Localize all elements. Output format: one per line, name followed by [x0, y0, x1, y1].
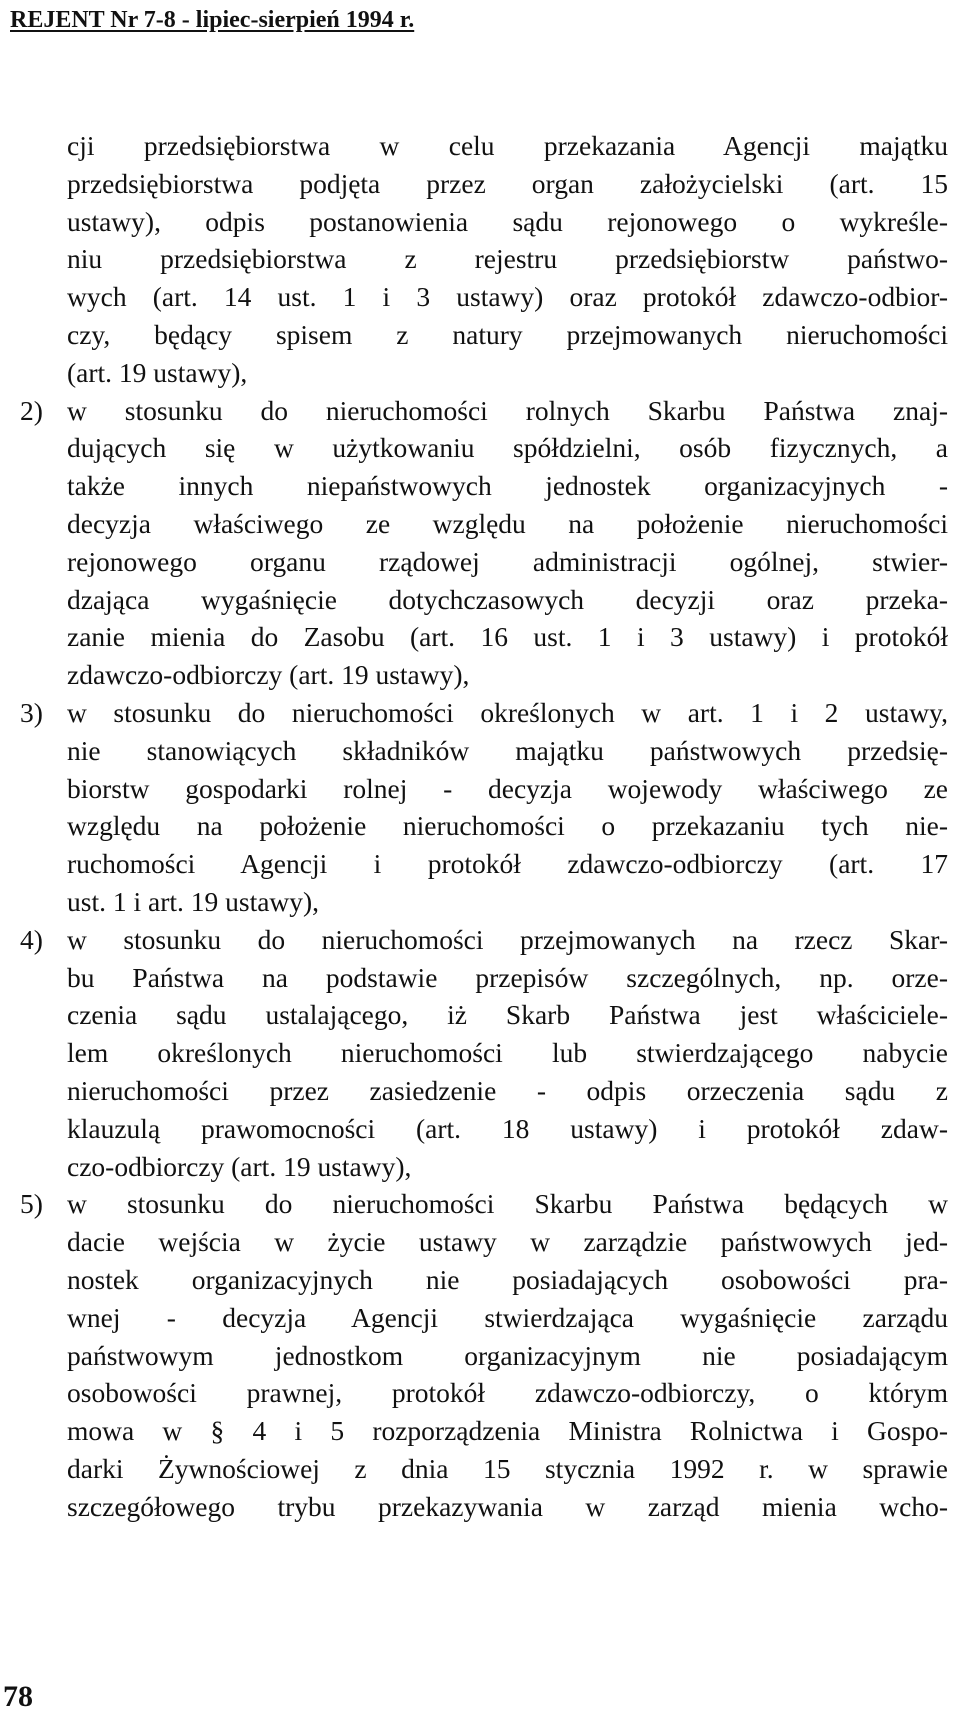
text-line: zanie mienia do Zasobu (art. 16 ust. 1 i 3 ustawy) i protokół [67, 621, 948, 653]
text-line: klauzulą prawomocności (art. 18 ustawy) i protokół zdaw- [67, 1112, 948, 1144]
list-item-line [20, 807, 948, 845]
list-item-number: 3) [20, 696, 43, 728]
continuation-line [20, 165, 948, 203]
continuation-line [20, 278, 948, 316]
list-item-line [20, 467, 948, 505]
list-item-line [20, 1374, 948, 1412]
list-item-number: 2) [20, 394, 43, 426]
list-item-line [20, 921, 948, 959]
text-line: czo-odbiorczy (art. 19 ustawy), [67, 1150, 412, 1182]
list-item-line [20, 694, 948, 732]
text-line: mowa w § 4 i 5 rozporządzenia Ministra Rolnictwa i Gospo- [67, 1415, 948, 1447]
text-line: w stosunku do nieruchomości rolnych Skarbu Państwa znaj- [67, 394, 948, 426]
continuation-line [20, 240, 948, 278]
text-line: nie stanowiących składników majątku państwowych przedsię- [67, 734, 948, 766]
list-item-line [20, 1450, 948, 1488]
list-item-line [20, 1488, 948, 1526]
text-line: w stosunku do nieruchomości Skarbu Państwa będących w [67, 1188, 948, 1220]
body-text [20, 127, 948, 1525]
text-line: wych (art. 14 ust. 1 i 3 ustawy) oraz protokół zdawczo-odbior- [67, 281, 948, 313]
text-line: także innych niepaństwowych jednostek organizacyjnych - [67, 470, 948, 502]
list-item-number: 5) [20, 1188, 43, 1220]
list-item-line [20, 1261, 948, 1299]
text-line: nieruchomości przez zasiedzenie - odpis orzeczenia sądu z [67, 1074, 948, 1106]
list-item-line [20, 1185, 948, 1223]
list-item-line [20, 392, 948, 430]
list-item-number: 4) [20, 923, 43, 955]
text-line: nostek organizacyjnych nie posiadających osobowości pra- [67, 1263, 948, 1295]
text-line: rejonowego organu rządowej administracji ogólnej, stwier- [67, 545, 948, 577]
list-item-line [20, 1337, 948, 1375]
text-line: względu na położenie nieruchomości o przekazaniu tych nie- [67, 810, 948, 842]
continuation-line [20, 127, 948, 165]
text-line: lem określonych nieruchomości lub stwierdzającego nabycie [67, 1037, 948, 1069]
list-item-line [20, 883, 948, 921]
text-line: szczegółowego trybu przekazywania w zarząd mienia wcho- [67, 1490, 948, 1522]
list-item-line [20, 429, 948, 467]
text-line: decyzja właściwego ze względu na położenie nieruchomości [67, 507, 948, 539]
text-line: cji przedsiębiorstwa w celu przekazania Agencji majątku [67, 130, 948, 161]
text-line: niu przedsiębiorstwa z rejestru przedsiębiorstw państwo- [67, 243, 948, 275]
text-line: przedsiębiorstwa podjęta przez organ założycielski (art. 15 [67, 167, 948, 199]
text-line: bu Państwa na podstawie przepisów szczególnych, np. orze- [67, 961, 948, 993]
text-line: zdawczo-odbiorczy (art. 19 ustawy), [67, 659, 470, 691]
list-item-line [20, 1148, 948, 1186]
continuation-line [20, 203, 948, 241]
text-line: ust. 1 i art. 19 ustawy), [67, 885, 320, 917]
text-line: dujących się w użytkowaniu spółdzielni, osób fizycznych, a [67, 432, 948, 464]
list-item-line [20, 543, 948, 581]
list-item-line [20, 845, 948, 883]
text-line: dzająca wygaśnięcie dotychczasowych decyzji oraz przeka- [67, 583, 948, 615]
list-item-line [20, 1110, 948, 1148]
list-item-line [20, 770, 948, 808]
text-line: wnej - decyzja Agencji stwierdzająca wygaśnięcie zarządu [67, 1301, 948, 1333]
list-item-line [20, 1223, 948, 1261]
text-line: ustawy), odpis postanowienia sądu rejonowego o wykreśle- [67, 205, 948, 237]
list-item-line [20, 996, 948, 1034]
text-line: czenia sądu ustalającego, iż Skarb Państwa jest właściciele- [67, 999, 948, 1031]
text-line: w stosunku do nieruchomości określonych w art. 1 i 2 ustawy, [67, 696, 948, 728]
page-number: 78 [3, 1680, 33, 1713]
text-line: darki Żywnościowej z dnia 15 stycznia 1992 r. w sprawie [67, 1452, 948, 1484]
list-item-line [20, 505, 948, 543]
continuation-line [20, 316, 948, 354]
list-item-line [20, 1412, 948, 1450]
continuation-line [20, 354, 948, 392]
list-item-line [20, 732, 948, 770]
list-item-line [20, 1034, 948, 1072]
list-item-line [20, 581, 948, 619]
list-item-line [20, 959, 948, 997]
text-line: (art. 19 ustawy), [67, 356, 248, 388]
list-item-line [20, 1072, 948, 1110]
text-line: ruchomości Agencji i protokół zdawczo-odbiorczy (art. 17 [67, 848, 948, 880]
text-line: państwowym jednostkom organizacyjnym nie posiadającym [67, 1339, 948, 1371]
text-line: w stosunku do nieruchomości przejmowanych na rzecz Skar- [67, 923, 948, 955]
running-header: REJENT Nr 7-8 - lipiec-sierpień 1994 r. [10, 7, 415, 33]
list-item-line [20, 1299, 948, 1337]
text-line: dacie wejścia w życie ustawy w zarządzie państwowych jed- [67, 1226, 948, 1258]
text-line: osobowości prawnej, protokół zdawczo-odbiorczy, o którym [67, 1377, 948, 1409]
text-line: biorstw gospodarki rolnej - decyzja wojewody właściwego ze [67, 772, 948, 804]
list-item-line [20, 656, 948, 694]
list-item-line [20, 618, 948, 656]
text-line: czy, będący spisem z natury przejmowanych nieruchomości [67, 318, 948, 350]
